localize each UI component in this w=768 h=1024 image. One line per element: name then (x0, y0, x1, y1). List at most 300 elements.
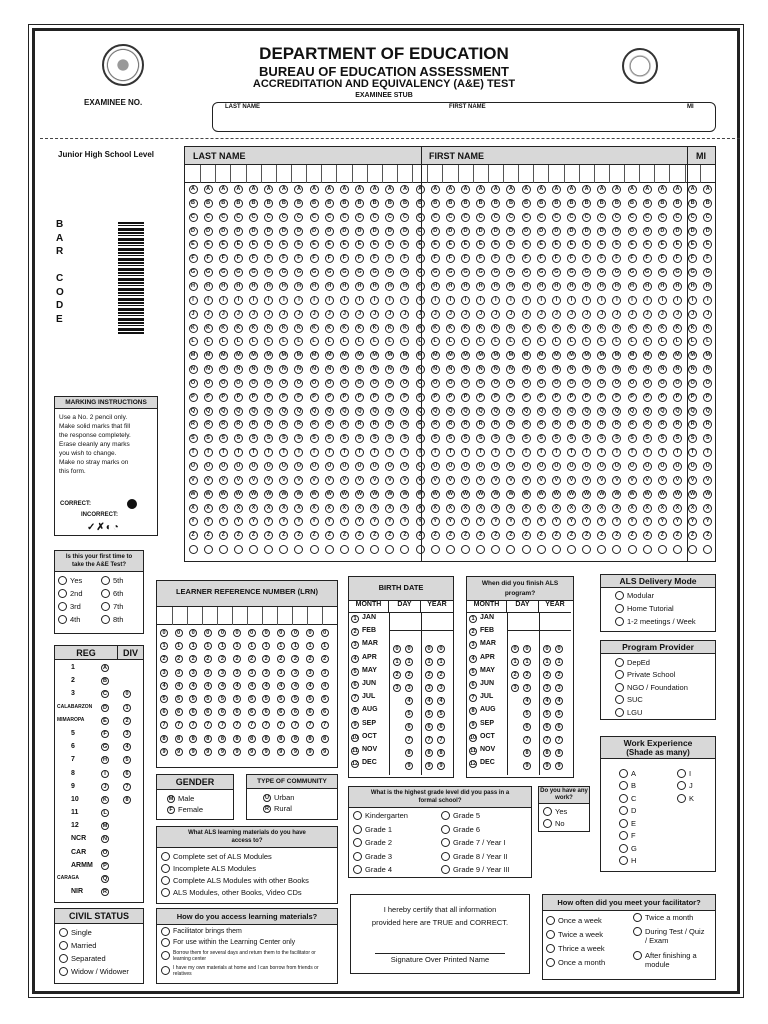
name-bubble[interactable] (416, 545, 425, 554)
access-option-2[interactable] (161, 937, 333, 948)
month-bubble[interactable]: 9 (351, 721, 359, 729)
write-in-cell[interactable] (276, 165, 277, 183)
name-bubble[interactable] (189, 545, 198, 554)
lrn-bubble[interactable]: 8 (277, 735, 285, 743)
name-bubble[interactable]: Z (658, 531, 667, 540)
name-bubble[interactable]: H (522, 282, 531, 291)
name-bubble[interactable]: K (673, 324, 682, 333)
name-bubble[interactable]: H (552, 282, 561, 291)
name-bubble[interactable]: P (416, 393, 425, 402)
work-now-options[interactable] (539, 804, 589, 830)
name-bubble[interactable]: G (628, 268, 637, 277)
date-digit-bubble[interactable]: 0 (437, 645, 445, 653)
date-digit-bubble[interactable]: 0 (511, 645, 519, 653)
name-bubble[interactable]: W (311, 490, 317, 497)
name-bubble[interactable]: Q (476, 407, 485, 416)
name-bubble[interactable]: W (250, 490, 257, 497)
name-bubble[interactable]: T (643, 448, 652, 457)
grade-grade-9-year-iii[interactable] (441, 863, 510, 877)
name-bubble[interactable]: B (552, 199, 561, 208)
name-bubble[interactable]: I (325, 296, 334, 305)
name-bubble[interactable]: G (340, 268, 349, 277)
lrn-bubble[interactable]: 6 (175, 708, 183, 716)
name-bubble[interactable]: S (688, 434, 697, 443)
first-time-Yes[interactable] (58, 574, 97, 587)
name-bubble[interactable]: O (310, 379, 319, 388)
name-bubble[interactable]: G (416, 268, 425, 277)
name-bubble[interactable]: Q (537, 407, 546, 416)
name-bubble[interactable]: I (552, 296, 561, 305)
name-bubble[interactable]: L (310, 337, 319, 346)
name-bubble[interactable]: C (688, 213, 697, 222)
option-bubble[interactable] (441, 811, 450, 820)
name-bubble[interactable]: D (643, 227, 652, 236)
gender-male[interactable] (167, 793, 223, 804)
name-bubble[interactable]: U (612, 462, 621, 471)
name-bubble[interactable]: C (249, 213, 258, 222)
name-bubble[interactable]: G (491, 268, 500, 277)
name-bubble[interactable]: L (673, 337, 682, 346)
name-bubble[interactable]: J (264, 310, 273, 319)
name-bubble[interactable]: H (658, 282, 667, 291)
name-bubble[interactable]: L (612, 337, 621, 346)
name-bubble[interactable]: H (537, 282, 546, 291)
name-bubble[interactable]: W (568, 490, 575, 497)
name-bubble[interactable]: Z (703, 531, 712, 540)
name-bubble[interactable]: K (385, 324, 394, 333)
option-bubble[interactable] (161, 927, 170, 936)
date-digit-bubble[interactable]: 9 (437, 762, 445, 770)
name-bubble[interactable]: I (400, 296, 409, 305)
date-digit-bubble[interactable]: 7 (523, 736, 531, 744)
lrn-bubble[interactable]: 3 (262, 669, 270, 677)
name-bubble[interactable]: V (506, 476, 515, 485)
name-bubble[interactable]: F (204, 254, 213, 263)
name-bubble[interactable]: C (189, 213, 198, 222)
name-bubble[interactable] (355, 545, 364, 554)
write-in-cell[interactable] (215, 165, 216, 183)
region-bubble[interactable]: N (101, 835, 109, 843)
write-in-cell[interactable] (412, 165, 413, 183)
date-digit-bubble[interactable]: 2 (543, 671, 551, 679)
name-bubble[interactable]: K (294, 324, 303, 333)
grade-kindergarten[interactable] (353, 809, 408, 823)
lrn-bubble[interactable]: 9 (218, 748, 226, 756)
facilitator-left-4[interactable] (546, 955, 605, 969)
name-bubble[interactable]: M (189, 351, 198, 360)
facilitator-right-3[interactable] (633, 951, 707, 975)
div-bubble[interactable]: 7 (123, 783, 131, 791)
name-bubble[interactable]: S (400, 434, 409, 443)
name-bubble[interactable]: C (355, 213, 364, 222)
grade-grade-1[interactable] (353, 823, 408, 837)
option-bubble[interactable] (615, 617, 624, 626)
lrn-bubble[interactable]: 0 (189, 629, 197, 637)
lrn-bubble[interactable]: 2 (321, 655, 329, 663)
lrn-bubble[interactable]: 2 (189, 655, 197, 663)
lrn-bubble[interactable]: 6 (291, 708, 299, 716)
name-bubble[interactable]: E (340, 240, 349, 249)
name-bubble[interactable]: M (461, 351, 470, 360)
date-digit-bubble[interactable]: 5 (425, 710, 433, 718)
name-bubble[interactable]: T (522, 448, 531, 457)
name-bubble[interactable]: T (506, 448, 515, 457)
name-bubble[interactable]: D (294, 227, 303, 236)
name-bubble[interactable]: R (294, 420, 303, 429)
name-bubble[interactable]: P (552, 393, 561, 402)
name-bubble[interactable]: X (552, 504, 561, 513)
name-bubble[interactable]: C (658, 213, 667, 222)
name-bubble[interactable] (219, 545, 228, 554)
name-bubble[interactable]: G (597, 268, 606, 277)
lrn-bubble[interactable]: 6 (189, 708, 197, 716)
name-bubble[interactable]: C (416, 213, 425, 222)
delivery-option-2[interactable] (615, 602, 701, 615)
name-bubble[interactable]: Q (446, 407, 455, 416)
name-bubble[interactable]: Q (325, 407, 334, 416)
name-bubble[interactable]: B (688, 199, 697, 208)
name-bubble[interactable]: W (705, 490, 711, 497)
name-bubble[interactable]: U (370, 462, 379, 471)
name-bubble[interactable]: K (310, 324, 319, 333)
name-bubble[interactable]: N (673, 365, 682, 374)
name-bubble[interactable]: T (446, 448, 455, 457)
name-bubble[interactable]: U (385, 462, 394, 471)
name-bubble[interactable]: P (476, 393, 485, 402)
name-bubble[interactable]: Q (416, 407, 425, 416)
write-in-cell[interactable] (518, 165, 519, 183)
date-digit-bubble[interactable]: 1 (405, 658, 413, 666)
name-bubble[interactable]: D (673, 227, 682, 236)
name-bubble[interactable]: I (340, 296, 349, 305)
name-bubble[interactable]: D (476, 227, 485, 236)
name-bubble[interactable]: K (703, 324, 712, 333)
name-bubble[interactable]: W (387, 490, 393, 497)
name-bubble[interactable]: K (461, 324, 470, 333)
name-bubble[interactable]: Y (355, 517, 364, 526)
name-bubble[interactable]: R (204, 420, 213, 429)
name-bubble[interactable]: N (310, 365, 319, 374)
name-bubble[interactable]: A (340, 185, 349, 194)
name-bubble[interactable]: G (385, 268, 394, 277)
name-bubble[interactable]: C (673, 213, 682, 222)
name-bubble[interactable]: X (643, 504, 652, 513)
name-bubble[interactable]: M (612, 351, 621, 360)
name-bubble[interactable]: L (189, 337, 198, 346)
name-bubble[interactable]: U (446, 462, 455, 471)
name-bubble[interactable]: A (673, 185, 682, 194)
name-bubble[interactable]: F (612, 254, 621, 263)
name-bubble[interactable]: A (264, 185, 273, 194)
name-bubble[interactable]: Y (522, 517, 531, 526)
name-bubble[interactable]: A (461, 185, 470, 194)
name-bubble[interactable]: X (325, 504, 334, 513)
name-bubble[interactable]: Y (264, 517, 273, 526)
name-bubble[interactable]: L (385, 337, 394, 346)
option-bubble[interactable] (615, 604, 624, 613)
name-bubble[interactable]: M (506, 351, 515, 360)
name-bubble[interactable]: Z (249, 531, 258, 540)
name-bubble[interactable]: O (567, 379, 576, 388)
lrn-bubble[interactable]: 1 (248, 642, 256, 650)
name-bubble[interactable]: W (220, 490, 226, 497)
lrn-bubble[interactable]: 2 (277, 655, 285, 663)
name-bubble[interactable]: D (279, 227, 288, 236)
name-bubble[interactable]: D (234, 227, 243, 236)
name-bubble[interactable]: S (552, 434, 561, 443)
name-bubble[interactable]: V (643, 476, 652, 485)
work-exp-a[interactable] (619, 767, 637, 780)
div-bubble[interactable]: 5 (123, 756, 131, 764)
name-bubble[interactable]: B (294, 199, 303, 208)
first-time-options[interactable] (55, 572, 143, 628)
name-bubble[interactable]: O (522, 379, 531, 388)
name-bubble[interactable]: B (264, 199, 273, 208)
name-bubble[interactable]: H (506, 282, 515, 291)
name-bubble[interactable]: O (703, 379, 712, 388)
gender-female[interactable] (167, 804, 223, 815)
name-bubble[interactable]: O (249, 379, 258, 388)
date-digit-bubble[interactable]: 6 (425, 723, 433, 731)
name-bubble[interactable]: I (446, 296, 455, 305)
provider-option-4[interactable] (615, 694, 701, 707)
name-bubble[interactable]: L (355, 337, 364, 346)
name-bubble[interactable]: F (506, 254, 515, 263)
write-in-cell[interactable] (533, 165, 534, 183)
name-bubble[interactable]: D (597, 227, 606, 236)
name-bubble[interactable]: I (264, 296, 273, 305)
write-in-cell[interactable] (291, 165, 292, 183)
name-bubble[interactable]: Y (204, 517, 213, 526)
name-bubble[interactable]: I (370, 296, 379, 305)
region-bubble[interactable]: P (101, 862, 109, 870)
name-bubble[interactable]: T (612, 448, 621, 457)
name-bubble[interactable]: T (537, 448, 546, 457)
name-bubble[interactable]: C (431, 213, 440, 222)
name-bubble[interactable]: A (552, 185, 561, 194)
name-bubble[interactable]: L (431, 337, 440, 346)
name-bubble[interactable]: A (703, 185, 712, 194)
name-bubble[interactable]: P (673, 393, 682, 402)
name-bubble[interactable]: Y (249, 517, 258, 526)
name-bubble[interactable]: G (264, 268, 273, 277)
name-bubble[interactable]: R (234, 420, 243, 429)
option-bubble[interactable] (161, 966, 170, 975)
lrn-bubble[interactable]: 5 (189, 695, 197, 703)
write-in-cell[interactable] (579, 165, 580, 183)
civil-widow-widower[interactable] (59, 965, 139, 978)
lrn-bubble[interactable]: 6 (204, 708, 212, 716)
name-bubble[interactable]: Q (522, 407, 531, 416)
lrn-bubble[interactable]: 9 (233, 748, 241, 756)
div-bubble[interactable]: 0 (123, 690, 131, 698)
name-bubble[interactable]: G (204, 268, 213, 277)
name-bubble[interactable]: M (658, 351, 667, 360)
name-bubble[interactable]: E (294, 240, 303, 249)
delivery-options[interactable] (601, 588, 715, 629)
name-bubble[interactable]: U (310, 462, 319, 471)
name-bubble[interactable]: E (628, 240, 637, 249)
name-bubble[interactable]: H (340, 282, 349, 291)
lrn-bubble[interactable]: 0 (306, 629, 314, 637)
name-bubble[interactable]: H (189, 282, 198, 291)
date-digit-bubble[interactable]: 4 (555, 697, 563, 705)
name-bubble[interactable]: D (431, 227, 440, 236)
name-bubble[interactable]: Q (461, 407, 470, 416)
name-bubble[interactable]: F (189, 254, 198, 263)
name-bubble[interactable]: O (597, 379, 606, 388)
name-bubble[interactable]: M (567, 351, 576, 360)
lrn-bubble[interactable]: 4 (277, 682, 285, 690)
name-bubble[interactable]: V (628, 476, 637, 485)
name-bubble[interactable]: E (219, 240, 228, 249)
name-bubble[interactable]: G (310, 268, 319, 277)
write-in-cell[interactable] (261, 165, 262, 183)
name-bubble[interactable]: P (597, 393, 606, 402)
name-bubble[interactable]: R (219, 420, 228, 429)
name-bubble[interactable]: F (431, 254, 440, 263)
write-in-cell[interactable] (609, 165, 610, 183)
name-bubble[interactable]: U (204, 462, 213, 471)
name-bubble[interactable]: H (612, 282, 621, 291)
name-bubble[interactable]: V (461, 476, 470, 485)
lrn-bubble[interactable]: 6 (248, 708, 256, 716)
name-bubble[interactable]: C (567, 213, 576, 222)
name-bubble[interactable]: R (355, 420, 364, 429)
name-bubble[interactable]: Z (552, 531, 561, 540)
name-bubble[interactable]: A (476, 185, 485, 194)
date-digit-bubble[interactable]: 7 (555, 736, 563, 744)
name-bubble[interactable]: F (522, 254, 531, 263)
name-bubble[interactable]: T (219, 448, 228, 457)
option-bubble[interactable] (619, 781, 628, 790)
region-row[interactable] (55, 860, 143, 873)
region-bubble[interactable]: O (102, 849, 108, 856)
region-row[interactable] (55, 715, 143, 728)
name-bubble[interactable]: T (370, 448, 379, 457)
name-bubble[interactable]: V (522, 476, 531, 485)
name-bubble[interactable]: G (506, 268, 515, 277)
name-bubble[interactable]: P (219, 393, 228, 402)
region-row[interactable] (55, 820, 143, 833)
option-bubble[interactable] (633, 927, 642, 936)
write-in-cell[interactable] (230, 165, 231, 183)
region-bubble[interactable]: B (101, 677, 109, 685)
name-bubble[interactable]: L (219, 337, 228, 346)
date-digit-bubble[interactable]: 1 (543, 658, 551, 666)
name-bubble[interactable]: K (582, 324, 591, 333)
date-digit-bubble[interactable]: 7 (425, 736, 433, 744)
name-bubble[interactable]: J (688, 310, 697, 319)
name-bubble[interactable]: J (476, 310, 485, 319)
lrn-bubble[interactable]: 3 (291, 669, 299, 677)
name-bubble[interactable]: Z (673, 531, 682, 540)
name-bubble[interactable]: C (310, 213, 319, 222)
name-bubble[interactable]: S (612, 434, 621, 443)
date-digit-bubble[interactable]: 8 (437, 749, 445, 757)
name-bubble[interactable]: K (279, 324, 288, 333)
lrn-bubble[interactable]: 3 (321, 669, 329, 677)
region-row[interactable] (55, 741, 143, 754)
name-bubble[interactable]: G (279, 268, 288, 277)
facilitator-left-3[interactable] (546, 941, 605, 955)
work-exp-i[interactable] (677, 767, 694, 780)
name-bubble[interactable]: A (506, 185, 515, 194)
name-bubble[interactable]: N (249, 365, 258, 374)
name-bubble[interactable]: O (294, 379, 303, 388)
first-time-5th[interactable] (101, 574, 140, 587)
name-bubble[interactable]: E (567, 240, 576, 249)
name-bubble[interactable]: U (643, 462, 652, 471)
name-bubble[interactable]: J (219, 310, 228, 319)
name-bubble[interactable]: Y (491, 517, 500, 526)
name-bubble[interactable]: F (249, 254, 258, 263)
region-row[interactable] (55, 847, 143, 860)
material-option-3[interactable] (161, 874, 333, 886)
name-bubble[interactable]: S (370, 434, 379, 443)
name-bubble[interactable]: O (612, 379, 621, 388)
name-bubble[interactable]: P (612, 393, 621, 402)
date-digit-bubble[interactable]: 9 (555, 762, 563, 770)
lrn-bubble[interactable]: 6 (233, 708, 241, 716)
name-bubble[interactable]: N (189, 365, 198, 374)
name-bubble[interactable]: L (279, 337, 288, 346)
name-bubble[interactable]: X (658, 504, 667, 513)
name-bubble[interactable]: I (658, 296, 667, 305)
name-bubble[interactable]: N (506, 365, 515, 374)
lrn-bubble[interactable]: 4 (204, 682, 212, 690)
name-bubble[interactable]: K (537, 324, 546, 333)
name-bubble[interactable]: M (628, 351, 637, 360)
name-bubble[interactable]: D (189, 227, 198, 236)
name-bubble[interactable]: L (249, 337, 258, 346)
name-bubble[interactable]: B (491, 199, 500, 208)
name-bubble[interactable]: W (629, 490, 635, 497)
first-time-7th[interactable] (101, 600, 140, 613)
name-bubble[interactable]: V (310, 476, 319, 485)
name-bubble[interactable]: R (612, 420, 621, 429)
region-bubble[interactable]: I (101, 770, 109, 778)
name-bubble[interactable]: U (597, 462, 606, 471)
name-bubble[interactable]: N (476, 365, 485, 374)
write-in-cell[interactable] (503, 165, 504, 183)
lrn-bubble[interactable]: 7 (248, 721, 256, 729)
region-row[interactable] (55, 873, 143, 886)
lrn-bubble[interactable]: 8 (218, 735, 226, 743)
date-digit-bubble[interactable]: 5 (437, 710, 445, 718)
name-bubble[interactable]: D (688, 227, 697, 236)
name-bubble[interactable]: G (476, 268, 485, 277)
name-bubble[interactable]: R (703, 420, 712, 429)
option-bubble[interactable] (161, 852, 170, 861)
name-bubble[interactable]: V (294, 476, 303, 485)
name-bubble[interactable]: X (522, 504, 531, 513)
name-bubble[interactable]: X (688, 504, 697, 513)
name-bubble[interactable]: Z (537, 531, 546, 540)
name-bubble[interactable]: G (673, 268, 682, 277)
name-bubble[interactable]: S (340, 434, 349, 443)
name-bubble[interactable]: W (553, 490, 559, 497)
name-bubble[interactable]: P (310, 393, 319, 402)
name-bubble[interactable]: X (461, 504, 470, 513)
name-bubble[interactable]: M (476, 351, 485, 360)
name-bubble[interactable]: O (355, 379, 364, 388)
lrn-bubble[interactable]: 8 (306, 735, 314, 743)
name-bubble[interactable]: W (205, 490, 211, 497)
name-bubble[interactable]: P (385, 393, 394, 402)
name-bubble[interactable]: P (703, 393, 712, 402)
lrn-bubble[interactable]: 3 (277, 669, 285, 677)
